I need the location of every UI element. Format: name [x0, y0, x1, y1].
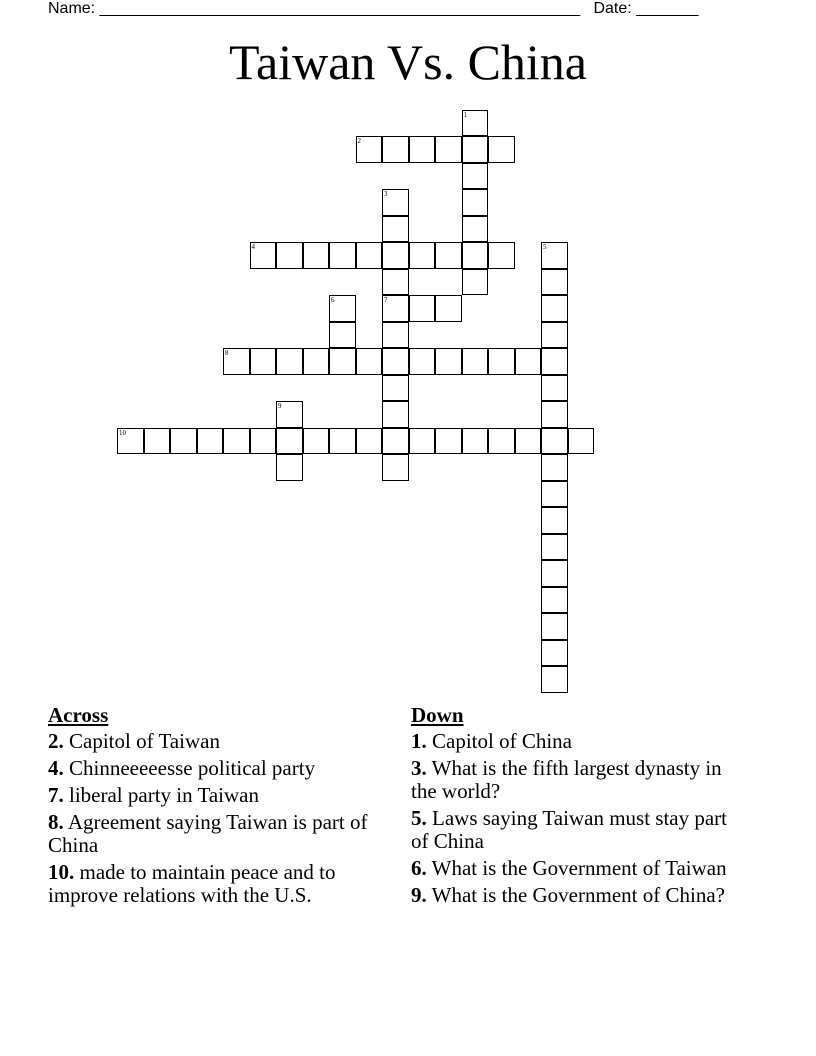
grid-cell[interactable]: [541, 534, 568, 561]
grid-cell[interactable]: [382, 401, 409, 428]
grid-cell[interactable]: [197, 428, 224, 455]
grid-cell[interactable]: [541, 348, 568, 375]
grid-cell[interactable]: [382, 454, 409, 481]
grid-cell[interactable]: [541, 587, 568, 614]
clue-number: 6: [331, 296, 335, 304]
grid-cell[interactable]: [276, 428, 303, 455]
grid-cell[interactable]: [170, 428, 197, 455]
grid-cell[interactable]: [462, 242, 489, 269]
grid-cell[interactable]: [276, 454, 303, 481]
grid-cell[interactable]: [409, 295, 436, 322]
clue-number: 3: [384, 190, 388, 198]
grid-cell[interactable]: [435, 428, 462, 455]
grid-cell[interactable]: [329, 295, 356, 322]
grid-cell[interactable]: [462, 269, 489, 296]
grid-cell[interactable]: [435, 242, 462, 269]
clue-number: 2: [357, 137, 361, 145]
name-label: Name:: [48, 0, 96, 17]
grid-cell[interactable]: [541, 242, 568, 269]
grid-cell[interactable]: [515, 428, 542, 455]
grid-cell[interactable]: [541, 269, 568, 296]
grid-cell[interactable]: [541, 401, 568, 428]
grid-cell[interactable]: [276, 401, 303, 428]
grid-cell[interactable]: [329, 348, 356, 375]
grid-cell[interactable]: [356, 348, 383, 375]
grid-cell[interactable]: [382, 348, 409, 375]
grid-cell[interactable]: [435, 136, 462, 163]
clue-across-2: 2. Capitol of Taiwan: [48, 729, 220, 753]
grid-cell[interactable]: [488, 428, 515, 455]
grid-cell[interactable]: [541, 613, 568, 640]
grid-cell[interactable]: [382, 242, 409, 269]
grid-cell[interactable]: [409, 348, 436, 375]
grid-cell[interactable]: [541, 507, 568, 534]
grid-cell[interactable]: [541, 428, 568, 455]
grid-cell[interactable]: [276, 348, 303, 375]
grid-cell[interactable]: [303, 428, 330, 455]
grid-cell[interactable]: [356, 428, 383, 455]
grid-cell[interactable]: [382, 428, 409, 455]
grid-cell[interactable]: [382, 322, 409, 349]
clue-number: 1: [463, 110, 467, 119]
grid-cell[interactable]: [409, 136, 436, 163]
clue-down-1: 1. Capitol of China: [411, 729, 572, 753]
clue-number: 9: [278, 402, 282, 410]
grid-cell[interactable]: [356, 136, 383, 163]
clue-across-4: 4. Chinneeeeesse political party: [48, 756, 316, 780]
grid-cell[interactable]: [223, 428, 250, 455]
grid-cell[interactable]: [541, 375, 568, 402]
grid-cell[interactable]: [462, 216, 489, 243]
grid-cell[interactable]: [329, 428, 356, 455]
grid-cell[interactable]: [382, 216, 409, 243]
grid-cell[interactable]: [144, 428, 171, 455]
clue-number: 5: [543, 243, 547, 251]
grid-cell[interactable]: [462, 136, 489, 163]
clue-across-10: 10. made to maintain peace and to improve relations with the U.S.: [48, 860, 336, 907]
grid-cell[interactable]: [541, 481, 568, 508]
date-label: Date:: [593, 0, 632, 17]
grid-cell[interactable]: [462, 189, 489, 216]
grid-cell[interactable]: [435, 348, 462, 375]
grid-cell[interactable]: [250, 242, 277, 269]
grid-cell[interactable]: [462, 110, 489, 137]
grid-cell[interactable]: [541, 454, 568, 481]
grid-cell[interactable]: [329, 322, 356, 349]
clue-number: 4: [251, 243, 255, 251]
grid-cell[interactable]: [250, 428, 277, 455]
grid-cell[interactable]: [250, 348, 277, 375]
grid-cell[interactable]: [462, 163, 489, 190]
grid-cell[interactable]: [541, 322, 568, 349]
grid-cell[interactable]: [515, 348, 542, 375]
grid-cell[interactable]: [541, 640, 568, 667]
grid-cell[interactable]: [409, 428, 436, 455]
grid-cell[interactable]: [541, 560, 568, 587]
grid-cell[interactable]: [382, 136, 409, 163]
date-line[interactable]: _______: [636, 0, 699, 17]
grid-cell[interactable]: [382, 269, 409, 296]
grid-cell[interactable]: [568, 428, 595, 455]
grid-cell[interactable]: [303, 348, 330, 375]
grid-cell[interactable]: [382, 295, 409, 322]
grid-cell[interactable]: [223, 348, 250, 375]
grid-cell[interactable]: [462, 428, 489, 455]
clue-across-8: 8. Agreement saying Taiwan is part of China: [48, 810, 368, 857]
clue-number: 8: [225, 349, 229, 357]
page-title: Taiwan Vs. China: [228, 34, 588, 90]
down-clues: [411, 704, 741, 911]
clue-number: 7: [384, 296, 388, 304]
clue-down-5: 5. Laws saying Taiwan must stay part of China: [411, 806, 728, 853]
clue-down-6: 6. What is the Government of Taiwan: [411, 856, 727, 880]
clue-across-7: 7. liberal party in Taiwan: [48, 783, 259, 807]
grid-cell[interactable]: [409, 242, 436, 269]
grid-cell[interactable]: [462, 348, 489, 375]
across-clues: [48, 704, 383, 911]
clue-down-9: 9. What is the Government of China?: [411, 883, 725, 907]
clue-down-3: 3. What is the fifth largest dynasty in the world?: [411, 756, 722, 803]
grid-cell[interactable]: [541, 295, 568, 322]
grid-cell[interactable]: [356, 242, 383, 269]
grid-cell[interactable]: [541, 666, 568, 693]
grid-cell[interactable]: [488, 348, 515, 375]
grid-cell[interactable]: [117, 428, 144, 455]
grid-cell[interactable]: [329, 242, 356, 269]
clue-number: 10: [119, 428, 126, 437]
grid-cell[interactable]: [488, 136, 515, 163]
grid-cell[interactable]: [488, 242, 515, 269]
grid-cell[interactable]: [382, 375, 409, 402]
across-heading: Across: [48, 703, 109, 727]
grid-cell[interactable]: [382, 189, 409, 216]
grid-cell[interactable]: [276, 242, 303, 269]
grid-cell[interactable]: [435, 295, 462, 322]
grid-cell[interactable]: [303, 242, 330, 269]
down-heading: Down: [411, 703, 464, 727]
name-line[interactable]: ______________________________________________________: [99, 0, 581, 17]
